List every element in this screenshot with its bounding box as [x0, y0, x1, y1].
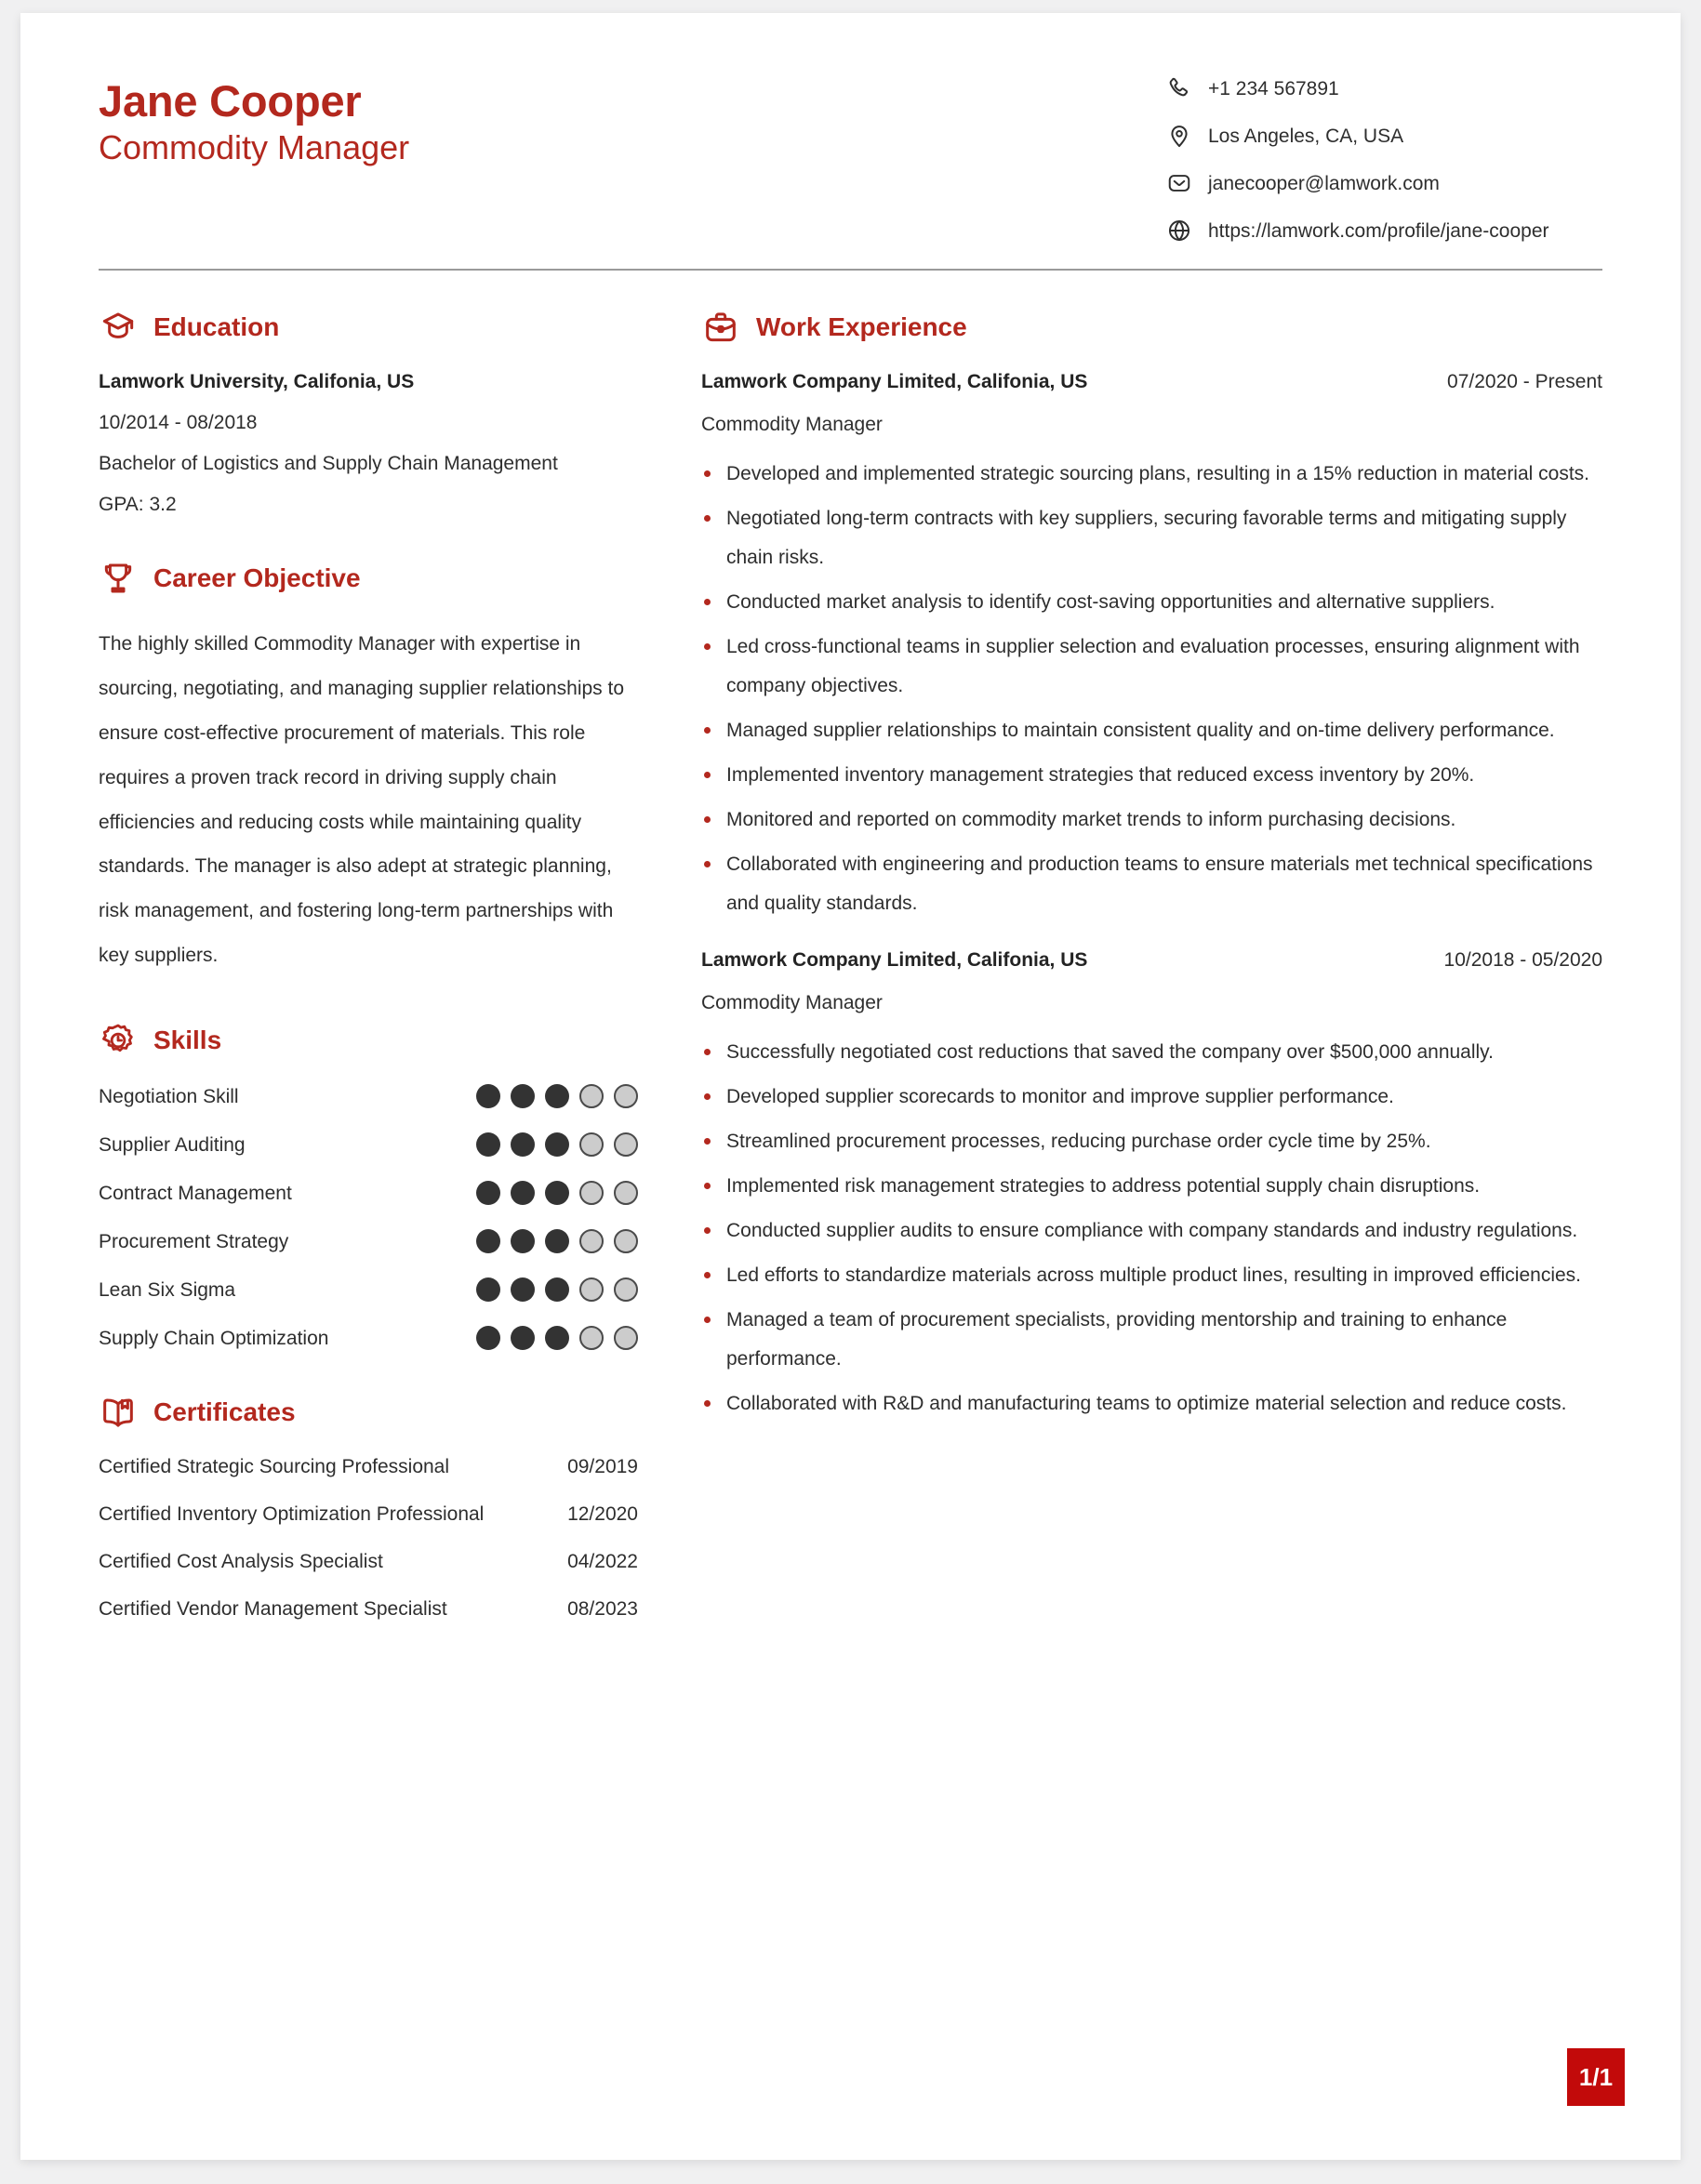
rating-dot-filled — [545, 1277, 569, 1302]
education-section — [99, 308, 638, 516]
contact-location-value: Los Angeles, CA, USA — [1208, 125, 1404, 147]
resume-body — [76, 308, 1625, 1663]
skill-name: Supplier Auditing — [99, 1133, 246, 1156]
left-column — [99, 308, 675, 1663]
website-icon — [1165, 217, 1193, 245]
resume-page — [20, 13, 1681, 2160]
skill-rating — [476, 1132, 638, 1157]
skill-rating — [476, 1181, 638, 1205]
certificates-list — [99, 1456, 638, 1621]
rating-dot-filled — [545, 1229, 569, 1253]
rating-dot-empty — [579, 1181, 604, 1205]
job-bullet: Developed and implemented strategic sourcing plans, resulting in a 15% reduction in material costs. — [701, 455, 1602, 494]
briefcase-icon — [701, 308, 740, 347]
rating-dot-empty — [614, 1084, 638, 1108]
skills-section-title: Skills — [153, 1026, 222, 1054]
work-experience-section-title: Work Experience — [756, 312, 967, 341]
skill-rating — [476, 1277, 638, 1302]
rating-dot-filled — [511, 1277, 535, 1302]
rating-dot-filled — [476, 1132, 500, 1157]
skill-row — [99, 1181, 638, 1205]
phone-icon — [1165, 74, 1193, 102]
location-icon — [1165, 122, 1193, 150]
job-bullet: Streamlined procurement processes, reducing purchase order cycle time by 25%. — [701, 1122, 1602, 1161]
skill-name: Contract Management — [99, 1182, 292, 1204]
job-bullet: Collaborated with engineering and production teams to ensure materials met technical specifications and quality standards. — [701, 845, 1602, 923]
rating-dot-empty — [614, 1326, 638, 1350]
job-header — [701, 371, 1602, 393]
job-bullet: Conducted supplier audits to ensure compliance with company standards and industry regulations. — [701, 1211, 1602, 1251]
rating-dot-empty — [614, 1181, 638, 1205]
job-bullet: Monitored and reported on commodity market trends to inform purchasing decisions. — [701, 801, 1602, 840]
certificate-date: 08/2023 — [567, 1598, 638, 1620]
job-bullet: Successfully negotiated cost reductions that saved the company over $500,000 annually. — [701, 1033, 1602, 1072]
gear-clock-icon — [99, 1021, 138, 1060]
contact-email-value: janecooper@lamwork.com — [1208, 172, 1440, 194]
work-experience-section-header — [701, 308, 1602, 347]
education-organization: Lamwork University, Califonia, US — [99, 371, 415, 392]
certificate-row — [99, 1456, 638, 1478]
rating-dot-empty — [579, 1277, 604, 1302]
rating-dot-empty — [614, 1132, 638, 1157]
job-role: Commodity Manager — [701, 414, 883, 435]
rating-dot-filled — [545, 1132, 569, 1157]
certificates-section-title: Certificates — [153, 1397, 296, 1426]
skills-list — [99, 1084, 638, 1350]
graduation-cap-icon — [99, 308, 138, 347]
rating-dot-filled — [476, 1229, 500, 1253]
education-section-title: Education — [153, 312, 280, 341]
rating-dot-filled — [511, 1084, 535, 1108]
rating-dot-empty — [579, 1326, 604, 1350]
rating-dot-filled — [476, 1181, 500, 1205]
job-entry — [701, 371, 1602, 923]
contact-website[interactable] — [1165, 217, 1602, 245]
career-objective-section-title: Career Objective — [153, 563, 361, 592]
certificate-name: Certified Inventory Optimization Professional — [99, 1503, 485, 1525]
page-indicator-badge: 1/1 — [1567, 2048, 1625, 2106]
skill-row — [99, 1084, 638, 1108]
skill-row — [99, 1277, 638, 1302]
identity-block — [99, 69, 409, 168]
rating-dot-empty — [614, 1229, 638, 1253]
career-objective-section-header — [99, 559, 638, 598]
candidate-job-title: Commodity Manager — [99, 127, 410, 166]
right-column — [675, 308, 1602, 1663]
job-bullet: Developed supplier scorecards to monitor and improve supplier performance. — [701, 1078, 1602, 1117]
certificate-row — [99, 1551, 638, 1573]
skill-name: Supply Chain Optimization — [99, 1327, 329, 1349]
rating-dot-filled — [511, 1181, 535, 1205]
contact-website-value: https://lamwork.com/profile/jane-cooper — [1208, 219, 1549, 242]
rating-dot-filled — [476, 1326, 500, 1350]
certificate-row — [99, 1503, 638, 1526]
skill-rating — [476, 1229, 638, 1253]
skills-section — [99, 1021, 638, 1350]
education-degree: Bachelor of Logistics and Supply Chain Management — [99, 453, 558, 474]
skill-name: Lean Six Sigma — [99, 1278, 236, 1301]
education-section-header — [99, 308, 638, 347]
open-book-icon — [99, 1393, 138, 1432]
job-bullet: Collaborated with R&D and manufacturing teams to optimize material selection and reduce costs. — [701, 1384, 1602, 1423]
job-bullet: Implemented inventory management strategies that reduced excess inventory by 20%. — [701, 756, 1602, 795]
rating-dot-empty — [579, 1084, 604, 1108]
job-dates: 10/2018 - 05/2020 — [1443, 949, 1602, 971]
jobs-list — [701, 371, 1602, 1423]
rating-dot-empty — [614, 1277, 638, 1302]
job-bullet: Conducted market analysis to identify cost-saving opportunities and alternative suppliers. — [701, 583, 1602, 622]
contact-list — [1165, 69, 1602, 245]
certificate-name: Certified Vendor Management Specialist — [99, 1598, 447, 1620]
job-dates: 07/2020 - Present — [1447, 371, 1602, 392]
certificate-date: 09/2019 — [567, 1456, 638, 1477]
rating-dot-empty — [579, 1229, 604, 1253]
rating-dot-filled — [545, 1084, 569, 1108]
skill-rating — [476, 1084, 638, 1108]
job-bullet: Managed a team of procurement specialists, providing mentorship and training to enhance performance. — [701, 1301, 1602, 1379]
rating-dot-filled — [476, 1277, 500, 1302]
job-bullet: Managed supplier relationships to maintain consistent quality and on-time delivery performance. — [701, 711, 1602, 750]
rating-dot-filled — [545, 1326, 569, 1350]
resume-header — [76, 56, 1625, 245]
education-gpa: GPA: 3.2 — [99, 494, 177, 515]
job-bullet: Implemented risk management strategies to address potential supply chain disruptions. — [701, 1167, 1602, 1206]
certificate-row — [99, 1598, 638, 1621]
job-organization: Lamwork Company Limited, Califonia, US — [701, 949, 1088, 971]
skills-section-header — [99, 1021, 638, 1060]
job-bullet: Negotiated long-term contracts with key suppliers, securing favorable terms and mitigating supply chain risks. — [701, 499, 1602, 577]
rating-dot-filled — [545, 1181, 569, 1205]
certificates-section-header — [99, 1393, 638, 1432]
certificate-date: 04/2022 — [567, 1551, 638, 1572]
skill-name: Procurement Strategy — [99, 1230, 289, 1252]
rating-dot-filled — [511, 1326, 535, 1350]
trophy-icon — [99, 559, 138, 598]
skill-row — [99, 1132, 638, 1157]
rating-dot-filled — [476, 1084, 500, 1108]
contact-email[interactable] — [1165, 169, 1602, 197]
job-bullet: Led efforts to standardize materials across multiple product lines, resulting in improved efficiencies. — [701, 1256, 1602, 1295]
contact-phone-value: +1 234 567891 — [1208, 77, 1339, 99]
email-icon — [1165, 169, 1193, 197]
job-bullet: Led cross-functional teams in supplier selection and evaluation processes, ensuring alignment with company objectives. — [701, 628, 1602, 706]
rating-dot-filled — [511, 1229, 535, 1253]
job-header — [701, 949, 1602, 972]
job-role: Commodity Manager — [701, 992, 883, 1013]
rating-dot-empty — [579, 1132, 604, 1157]
career-objective-section — [99, 559, 638, 978]
job-entry — [701, 949, 1602, 1423]
certificates-section — [99, 1393, 638, 1621]
job-bullet-list — [701, 1033, 1602, 1423]
certificate-name: Certified Strategic Sourcing Professional — [99, 1456, 450, 1477]
header-divider — [99, 269, 1602, 271]
skill-rating — [476, 1326, 638, 1350]
rating-dot-filled — [511, 1132, 535, 1157]
education-dates: 10/2014 - 08/2018 — [99, 412, 258, 433]
skill-row — [99, 1326, 638, 1350]
career-objective-text: The highly skilled Commodity Manager with expertise in sourcing, negotiating, and managing supplier relationships to ensure cost-effective procurement of materials. This role requires a proven track record in driving supply chain efficiencies and reducing costs while maintaining quality standards. The manager is also adept at strategic planning, risk management, and fostering long-term partnerships with key suppliers. — [99, 633, 625, 967]
certificate-name: Certified Cost Analysis Specialist — [99, 1551, 383, 1572]
work-experience-section — [701, 308, 1602, 1423]
skill-name: Negotiation Skill — [99, 1085, 239, 1107]
job-organization: Lamwork Company Limited, Califonia, US — [701, 371, 1088, 392]
contact-location — [1165, 122, 1602, 150]
contact-phone[interactable] — [1165, 74, 1602, 102]
certificate-date: 12/2020 — [567, 1503, 638, 1525]
job-bullet-list — [701, 455, 1602, 923]
candidate-name: Jane Cooper — [99, 76, 362, 126]
skill-row — [99, 1229, 638, 1253]
